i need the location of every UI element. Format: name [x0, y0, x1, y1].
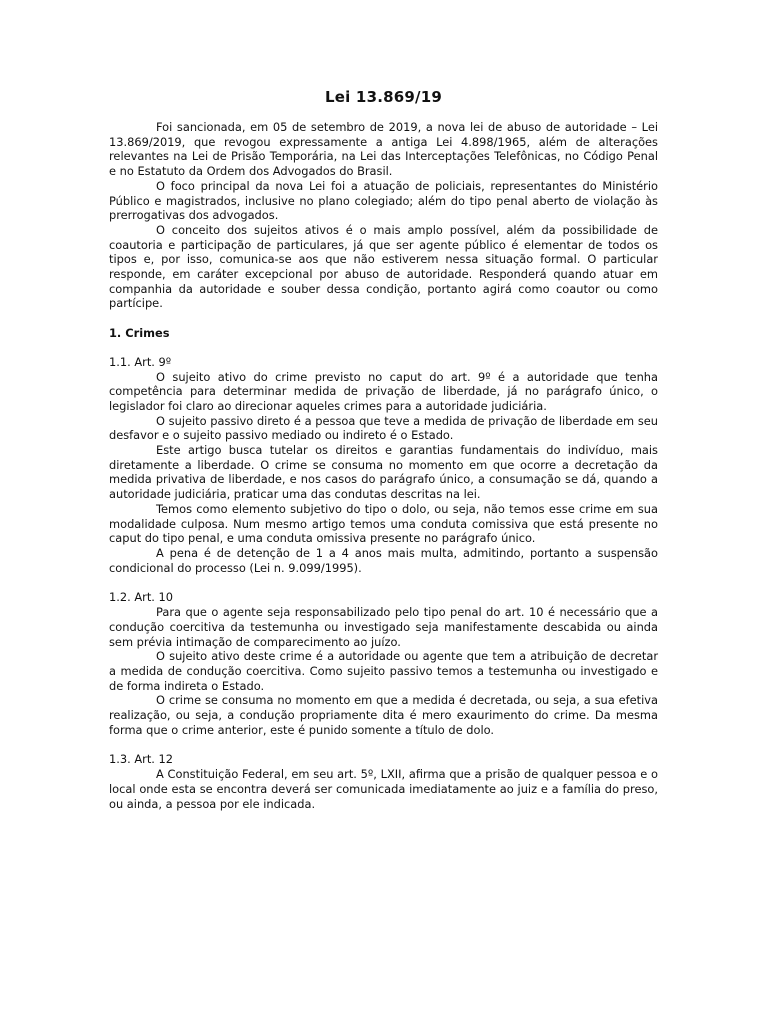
art9-paragraph-3: Este artigo busca tutelar os direitos e garantias fundamentais do indivíduo, mais diretamente a liberdade. O crime se consuma no momento em que ocorre a decretação da medida privativa de liberdade, e nos casos do parágrafo único, a consumação se dá, quando a autoridade judiciária, praticar uma das condutas descritas na lei. — [109, 443, 658, 502]
art10-paragraph-3: O crime se consuma no momento em que a medida é decretada, ou seja, a sua efetiva realização, ou seja, a condução propriamente dita é mero exaurimento do crime. Da mesma forma que o crime anterior, este é punido somente a título de dolo. — [109, 693, 658, 737]
document-page — [109, 88, 658, 811]
art9-paragraph-2: O sujeito passivo direto é a pessoa que teve a medida de privação de liberdade em seu desfavor e o sujeito passivo mediado ou indireto é o Estado. — [109, 413, 658, 443]
subsection-heading-art9: 1.1. Art. 9º — [109, 354, 172, 369]
subsection-heading-art12: 1.3. Art. 12 — [109, 752, 174, 767]
art10-paragraph-1: Para que o agente seja responsabilizado pelo tipo penal do art. 10 é necessário que a condução coercitiva da testemunha ou investigado seja manifestamente descabida ou ainda sem prévia intimação de comparecimento ao juízo. — [109, 605, 658, 649]
intro-paragraph-1: Foi sancionada, em 05 de setembro de 2019, a nova lei de abuso de autoridade – Lei 13.869/2019, que revogou expressamente a antiga Lei 4.898/1965, além de alterações relevantes na Lei de Prisão Temporária, na Lei das Interceptações Telefônicas, no Código Penal e no Estatuto da Ordem dos Advogados do Brasil. — [109, 120, 658, 179]
art9-paragraph-4: Temos como elemento subjetivo do tipo o dolo, ou seja, não temos esse crime em sua modalidade culposa. Num mesmo artigo temos uma conduta comissiva que está presente no caput do tipo penal, e uma conduta omissiva presente no parágrafo único. — [109, 501, 658, 546]
art9-paragraph-1: O sujeito ativo do crime previsto no caput do art. 9º é a autoridade que tenha competência para determinar medida de privação de liberdade, já no parágrafo único, o legislador foi claro ao direcionar aqueles crimes para a autoridade judiciária. — [109, 369, 658, 413]
intro-paragraph-3: O conceito dos sujeitos ativos é o mais amplo possível, além da possibilidade de coautoria e participação de particulares, já que ser agente público é elementar de todos os tipos e, por isso, comunica-se aos que não estiverem nessa situação formal. O particular responde, em caráter excepcional por abuso de autoridade. Responderá quando atuar em companhia da autoridade e souber dessa condição, portanto agirá como coautor ou como partícipe. — [109, 222, 658, 311]
document-title: Lei 13.869/19 — [325, 88, 442, 106]
section-heading-crimes: 1. Crimes — [109, 326, 170, 341]
art12-paragraph-1: A Constituição Federal, em seu art. 5º, LXII, afirma que a prisão de qualquer pessoa e o local onde esta se encontra deverá ser comunicada imediatamente ao juiz e a família do preso, ou ainda, a pessoa por ele indicada. — [109, 767, 658, 811]
intro-paragraph-2: O foco principal da nova Lei foi a atuação de policiais, representantes do Ministério Público e magistrados, inclusive no plano colegiado; além do tipo penal aberto de violação às prerrogativas dos advogados. — [109, 178, 658, 223]
art9-paragraph-5: A pena é de detenção de 1 a 4 anos mais multa, admitindo, portanto a suspensão condicional do processo (Lei n. 9.099/1995). — [109, 545, 658, 575]
art10-paragraph-2: O sujeito ativo deste crime é a autoridade ou agente que tem a atribuição de decretar a medida de condução coercitiva. Como sujeito passivo temos a testemunha ou investigado e de forma indireta o Estado. — [109, 649, 658, 693]
subsection-heading-art10: 1.2. Art. 10 — [109, 590, 174, 605]
